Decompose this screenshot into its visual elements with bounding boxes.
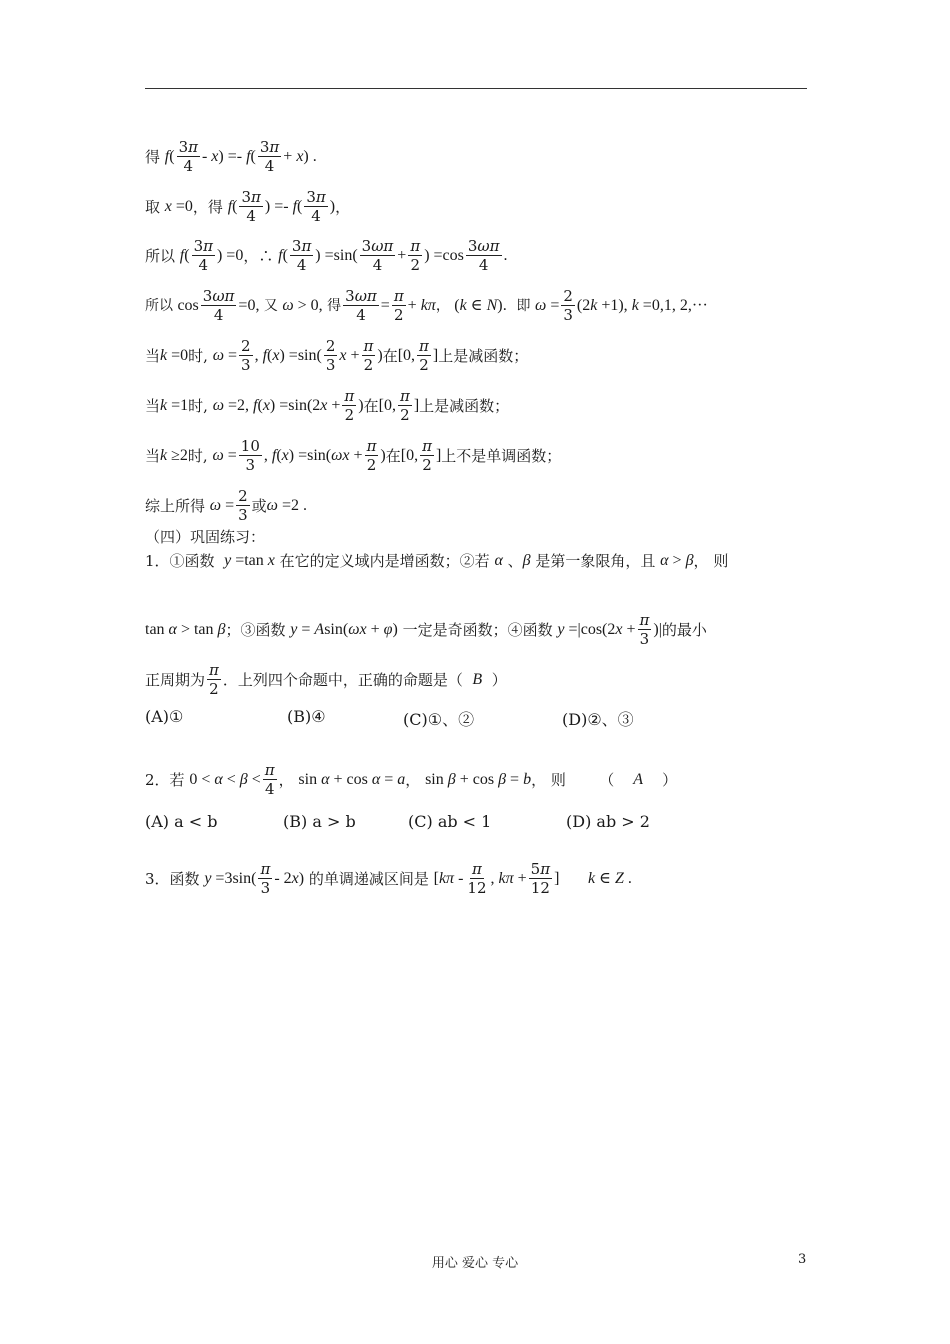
line-5: 当 k =0 时, ω = $\frac{2}{3}$ , f(x) =sin( $\frac{2}{3}$ x + $\frac{\pi}{2}$ ) 在 [0, $\frac{\pi}{2}$ ] 上是减函数；	[145, 337, 529, 374]
question-1-line-a: 1．①函数 y =tan x 在它的定义域内是增函数；②若 α 、 β 是第一象限角，且 α > β ， 则	[145, 552, 729, 570]
q1-option-a: (A)①	[145, 707, 184, 726]
q2-option-b: (B) a > b	[283, 812, 356, 831]
line-2: 取 x =0 ，得 f( $\frac{3\pi}{4}$ ) =- f( $\frac{3\pi}{4}$ ) ，	[145, 188, 351, 225]
q2-option-c: (C) ab < 1	[408, 812, 492, 831]
page-number: 3	[798, 1252, 807, 1267]
q1-option-c: (C)①、②	[403, 710, 475, 729]
line-1: 得 f( $\frac{3\pi}{4}$ - x) =- f( $\frac{3\pi}{4}$ + x) .	[145, 138, 317, 175]
line-6: 当 k =1 时, ω =2, f(x) =sin(2x + $\frac{\pi}{2}$ ) 在 [0, $\frac{\pi}{2}$ ] 上是减函数；	[145, 387, 510, 424]
line-8: 综上所得 ω = $\frac{2}{3}$ 或 ω =2 .	[145, 487, 307, 524]
question-1-line-b: tan α > tan β ；③函数 y = Asin(ωx + φ) 一定是奇函数；④函数 y =|cos(2x + $\frac{\pi}{3}$ )| 的最小	[145, 611, 707, 648]
q1-option-b: (B)④	[287, 707, 326, 726]
line-4: 所以 cos $\frac{3\omega\pi}{4}$ =0, 又 ω > 0, 得 $\frac{3\omega\pi}{4}$ = $\frac{\pi}{2}$ + kπ ， (k ∈ N) ．即 ω = $\frac{2}{3}$ (2k +1), k =0,1, 2,···	[145, 287, 708, 324]
q1-option-d: (D)②、③	[562, 710, 634, 729]
section-heading: （四）巩固练习：	[145, 528, 266, 546]
line-3: 所以 f( $\frac{3\pi}{4}$ ) =0 ，∴ f( $\frac{3\pi}{4}$ ) =sin( $\frac{3\omega\pi}{4}$ + $\frac{\pi}{2}$ ) =cos $\frac{3\omega\pi}{4}$ .	[145, 237, 508, 274]
q2-option-a: (A) a < b	[145, 812, 218, 831]
question-2: 2．若 0 < α < β < $\frac{\pi}{4}$ ， sin α + cos α = a ， sin β + cos β = b ， 则 （ A ）	[145, 761, 678, 798]
question-1-line-c: 正周期为 $\frac{\pi}{2}$ ．上列四个命题中，正确的命题是（ B ）	[145, 661, 507, 698]
q2-option-d: (D) ab > 2	[566, 812, 650, 831]
header-rule	[145, 88, 807, 89]
question-3: 3．函数 y =3sin( $\frac{\pi}{3}$ - 2x) 的单调递减区间是 [kπ - $\frac{\pi}{12}$ , kπ + $\frac{5\pi}{12}$ ] k ∈ Z .	[145, 860, 632, 897]
line-7: 当 k ≥2 时, ω = $\frac{10}{3}$ , f(x) =sin(ωx + $\frac{\pi}{2}$ ) 在 [0, $\frac{\pi}{2}$ ] 上不是单调函数；	[145, 437, 562, 474]
footer-text: 用心 爱心 专心	[431, 1256, 519, 1271]
